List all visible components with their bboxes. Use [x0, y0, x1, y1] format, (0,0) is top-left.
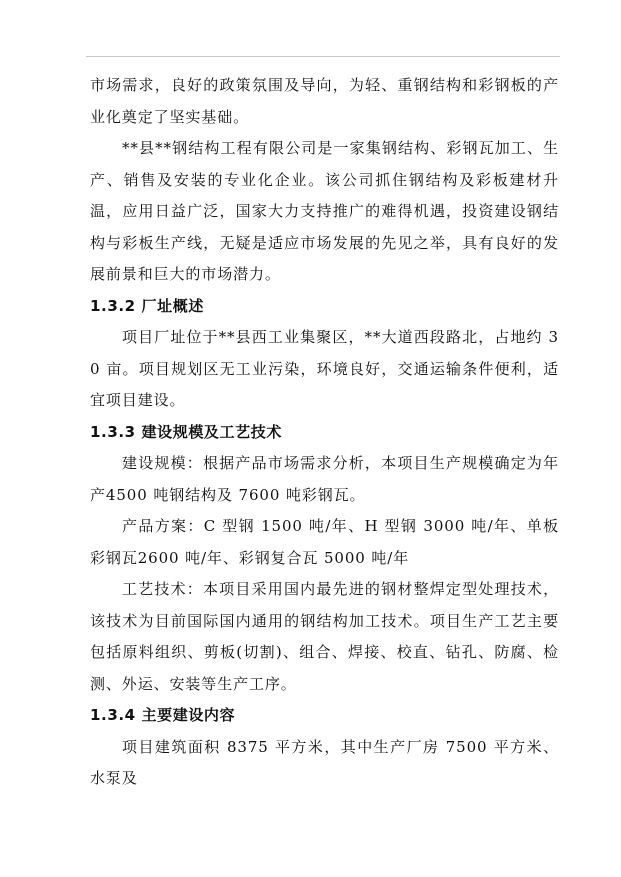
header-rule — [86, 56, 560, 57]
paragraph-company-intro: **县**钢结构工程有限公司是一家集钢结构、彩钢瓦加工、生产、销售及安装的专业化企业。该公司抓住钢结构及彩板建材升温，应用日益广泛，国家大力支持推广的难得机遇，投资建设钢结构与彩板生产线，无疑是适应市场发展的先见之举，具有良好的发展前景和巨大的市场潜力。 — [90, 139, 559, 283]
heading-main-construction: 1.3.4 主要建设内容 — [90, 706, 236, 724]
paragraph-process-technology: 工艺技术：本项目采用国内最先进的钢材整焊定型处理技术，该技术为目前国际国内通用的钢结构加工技术。项目生产工艺主要包括原料组织、剪板(切割)、组合、焊接、校直、钻孔、防腐、检测、外运、安装等生产工序。 — [90, 580, 559, 693]
heading-site-overview: 1.3.2 厂址概述 — [90, 296, 204, 315]
paragraph-product-plan: 产品方案：C 型钢 1500 吨/年、H 型钢 3000 吨/年、单板彩钢瓦2600 吨/年、彩钢复合瓦 5000 吨/年 — [90, 517, 559, 567]
paragraph-construction-scale: 建设规模：根据产品市场需求分析，本项目生产规模确定为年产4500 吨钢结构及 7600 吨彩钢瓦。 — [90, 454, 559, 504]
paragraph-market-demand: 市场需求，良好的政策氛围及导向，为轻、重钢结构和彩钢板的产业化奠定了坚实基础。 — [90, 76, 559, 126]
heading-scale-technology: 1.3.3 建设规模及工艺技术 — [90, 422, 282, 441]
paragraph-site-location: 项目厂址位于**县西工业集聚区，**大道西段路北，占地约 30 亩。项目规划区无工业污染，环境良好，交通运输条件便利，适宜项目建设。 — [90, 328, 559, 409]
paragraph-building-area: 项目建筑面积 8375 平方米，其中生产厂房 7500 平方米、水泵及 — [90, 737, 559, 787]
document-body — [0, 70, 621, 795]
